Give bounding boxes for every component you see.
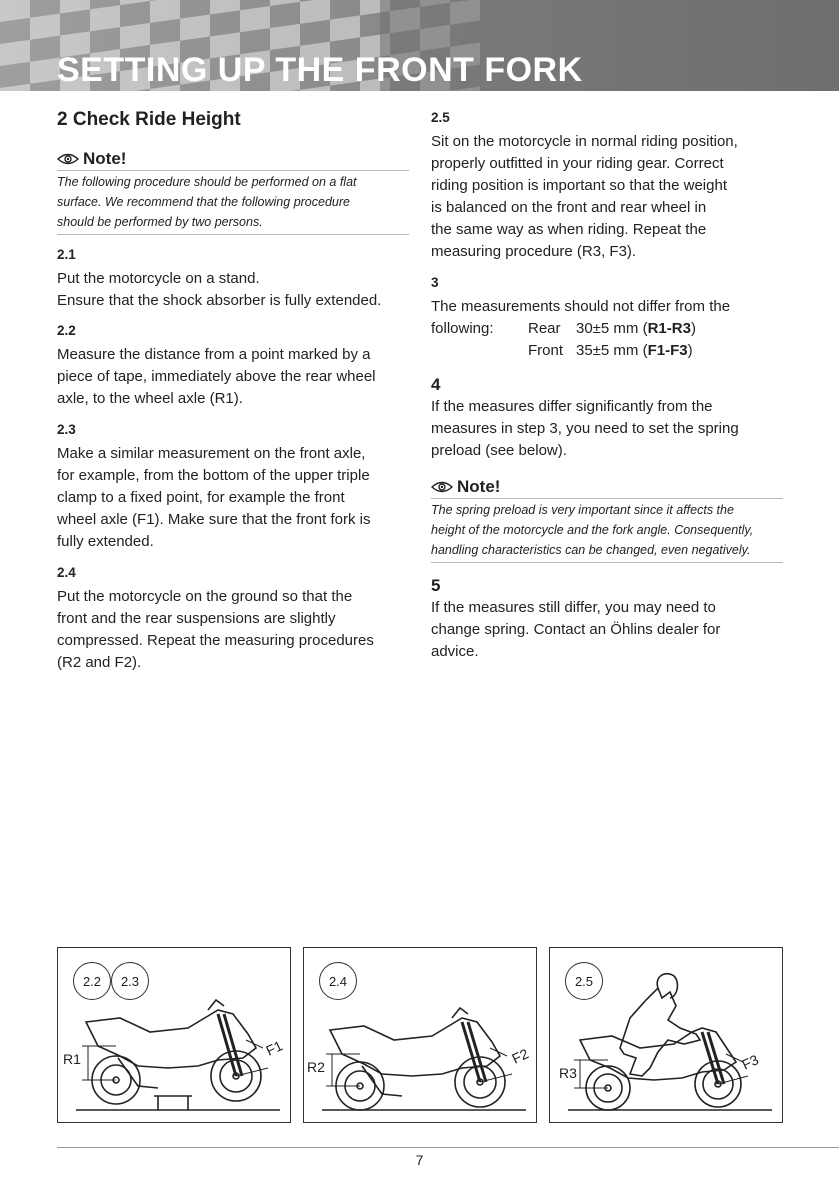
step-text-line: Put the motorcycle on a stand. <box>57 270 260 287</box>
rear-value <box>576 318 783 340</box>
eye-icon <box>431 481 453 493</box>
front-label: Front <box>528 342 564 359</box>
motorcycle-on-ground-illustration <box>304 948 536 1122</box>
figure-badge: 2.2 <box>73 962 111 1000</box>
step-number: 2.2 <box>57 323 76 338</box>
step-text-line: the same way as when riding. Repeat the <box>431 221 707 238</box>
left-column <box>57 108 409 674</box>
note-text <box>57 171 409 235</box>
step-text-line: (R2 and F2). <box>57 654 142 671</box>
step-text-line: If the measures still differ, you may need to <box>431 599 716 616</box>
figure-badge: 2.5 <box>565 962 603 1000</box>
step-text-line: Sit on the motorcycle in normal riding position, <box>431 133 738 150</box>
step-text-line: for example, from the bottom of the upper triple <box>57 467 370 484</box>
figure-2-4 <box>303 947 537 1123</box>
step-text-line: Make a similar measurement on the front axle, <box>57 445 366 462</box>
step-number: 5 <box>431 576 441 595</box>
note-header <box>57 149 409 171</box>
step-text-line: properly outfitted in your riding gear. Correct <box>431 155 724 172</box>
rider-on-motorcycle-illustration <box>550 948 782 1122</box>
rear-close: ) <box>690 320 696 337</box>
figure-badge: 2.4 <box>319 962 357 1000</box>
step-text-line: Measure the distance from a point marked by a <box>57 346 371 363</box>
step-text-line: Put the motorcycle on the ground so that the <box>57 588 353 605</box>
note-line: handling characteristics can be changed, even negatively. <box>431 543 751 557</box>
step-text-line: measures in step 3, you need to set the spring <box>431 420 739 437</box>
note-header <box>431 477 783 499</box>
section-heading: 2 Check Ride Height <box>57 109 241 130</box>
motorcycle-on-stand-illustration <box>58 948 290 1122</box>
step-text-line: front and the rear suspensions are slightly <box>57 610 336 627</box>
step-text-line: wheel axle (F1). Make sure that the front fork is <box>57 511 371 528</box>
right-column <box>431 108 783 663</box>
front-ref: F1-F3 <box>647 342 688 359</box>
figure-2-2-2-3 <box>57 947 291 1123</box>
page-number: 7 <box>415 1152 424 1168</box>
step-text-line: riding position is important so that the weight <box>431 177 727 194</box>
step-text-line: If the measures differ significantly from the <box>431 398 713 415</box>
front-value <box>576 340 783 362</box>
note-line: height of the motorcycle and the fork angle. Consequently, <box>431 523 754 537</box>
step-number: 2.3 <box>57 422 76 437</box>
following-label: following: <box>431 320 494 337</box>
step-number: 2.1 <box>57 247 76 262</box>
figure-badge: 2.3 <box>111 962 149 1000</box>
note-line: The spring preload is very important since it affects the <box>431 503 734 517</box>
note-line: should be performed by two persons. <box>57 215 263 229</box>
footer-divider <box>57 1147 839 1148</box>
note-label: Note! <box>83 149 127 168</box>
front-measure-label: F2 <box>509 1045 531 1067</box>
front-close: ) <box>687 342 693 359</box>
step-text-line: change spring. Contact an Öhlins dealer for <box>431 621 721 638</box>
rear-ref: R1-R3 <box>647 320 691 337</box>
step-number: 4 <box>431 375 441 394</box>
step-text-line: compressed. Repeat the measuring procedures <box>57 632 374 649</box>
note-text <box>431 499 783 563</box>
step-text-line: axle, to the wheel axle (R1). <box>57 390 243 407</box>
step-text-line: fully extended. <box>57 533 154 550</box>
front-tolerance: 35±5 mm ( <box>576 342 648 359</box>
step-text-line: is balanced on the front and rear wheel in <box>431 199 707 216</box>
step-text-line: The measurements should not differ from the <box>431 298 731 315</box>
eye-icon <box>57 153 79 165</box>
page-header <box>0 0 839 91</box>
rear-measure-label: R3 <box>559 1065 577 1081</box>
step-text-line: Ensure that the shock absorber is fully extended. <box>57 292 382 309</box>
rear-measure-label: R2 <box>307 1059 325 1075</box>
note-line: The following procedure should be performed on a flat <box>57 175 357 189</box>
measurement-table <box>431 318 783 362</box>
step-text-line: preload (see below). <box>431 442 567 459</box>
step-number: 2.5 <box>431 110 450 125</box>
rear-label: Rear <box>528 320 561 337</box>
page-title: SETTING UP THE FRONT FORK <box>57 51 583 89</box>
step-text-line: clamp to a fixed point, for example the front <box>57 489 345 506</box>
step-number: 2.4 <box>57 565 76 580</box>
front-measure-label: F1 <box>263 1037 285 1059</box>
step-text-line: advice. <box>431 643 479 660</box>
note-label: Note! <box>457 477 501 496</box>
rear-measure-label: R1 <box>63 1051 81 1067</box>
step-text-line: measuring procedure (R3, F3). <box>431 243 637 260</box>
figure-2-5 <box>549 947 783 1123</box>
rear-tolerance: 30±5 mm ( <box>576 320 648 337</box>
note-line: surface. We recommend that the following procedure <box>57 195 350 209</box>
front-measure-label: F3 <box>739 1051 761 1073</box>
step-text-line: piece of tape, immediately above the rear wheel <box>57 368 376 385</box>
step-number: 3 <box>431 275 439 290</box>
